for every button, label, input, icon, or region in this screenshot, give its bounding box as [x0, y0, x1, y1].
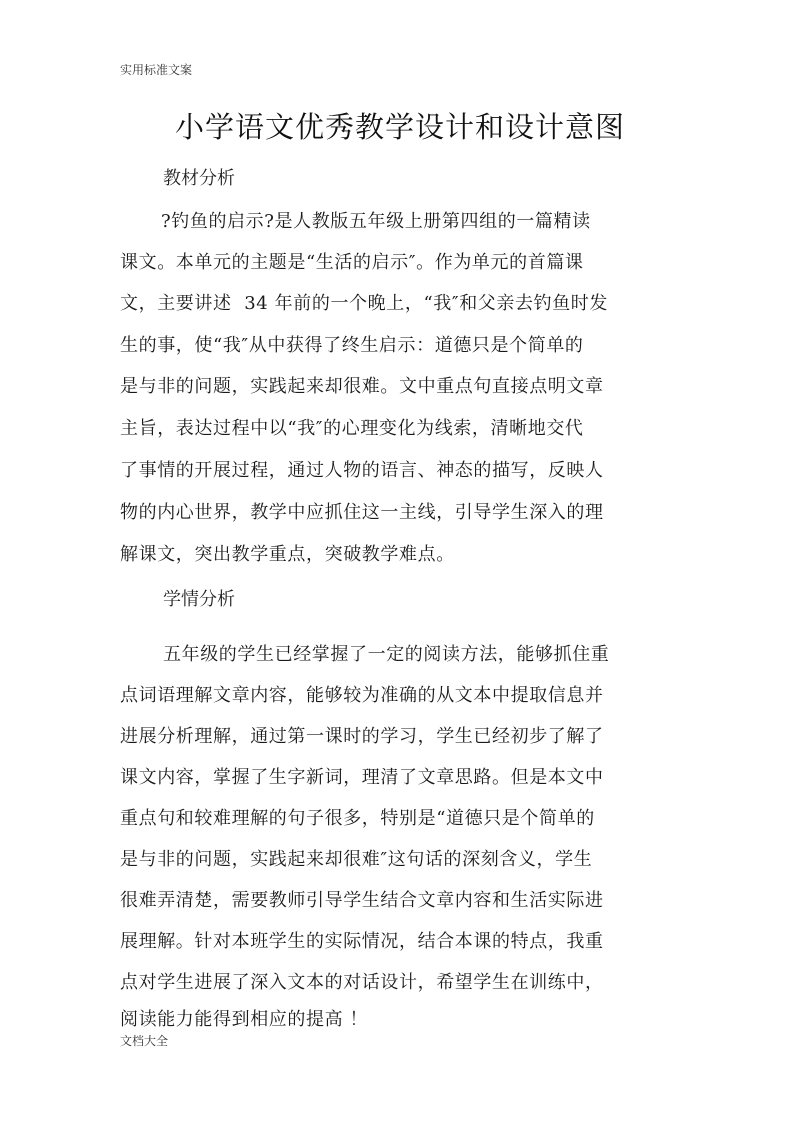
- paragraph-line: 课文。本单元的主题是“生活的启示″。作为单元的首篇课: [120, 252, 584, 273]
- paragraph-line: 课文内容，掌握了生字新词，理清了文章思路。但是本文中: [120, 767, 604, 788]
- paragraph-line: 了事情的开展过程，通过人物的语言、神态的描写，反映人: [120, 460, 604, 481]
- paragraph-line: 点词语理解文章内容，能够较为准确的从文本中提取信息并: [120, 685, 604, 706]
- paragraph-line: 解课文，突出教学重点，突破教学难点。: [120, 544, 455, 565]
- paragraph-line: ?钓鱼的启示?是人教版五年级上册第四组的一篇精读: [161, 211, 591, 232]
- document-title: 小学语文优秀教学设计和设计意图: [174, 110, 625, 144]
- paragraph-line: 点对学生进展了深入文本的对话设计，希望学生在训练中，: [120, 972, 604, 993]
- page-header: 实用标准文案: [120, 63, 193, 77]
- paragraph-line: 文，主要讲述 34 年前的一个晚上，“我″和父亲去钓鱼时发: [120, 293, 608, 314]
- paragraph-line: 很难弄清楚，需要教师引导学生结合文章内容和生活实际进: [120, 890, 604, 911]
- section-heading-textbook-analysis: 教材分析: [163, 168, 235, 189]
- paragraph-line: 五年级的学生已经掌握了一定的阅读方法，能够抓住重: [163, 644, 610, 665]
- paragraph-line: 重点句和较难理解的句子很多，特别是“道德只是个简单的: [120, 808, 595, 829]
- paragraph-line: 物的内心世界，教学中应抓住这一主线，引导学生深入的理: [120, 502, 604, 523]
- paragraph-line: 是与非的问题，实践起来却很难。文中重点句直接点明文章: [120, 376, 604, 397]
- paragraph-line: 展理解。针对本班学生的实际情况，结合本课的特点，我重: [120, 931, 604, 952]
- paragraph-line: 阅读能力能得到相应的提高 ！: [120, 1009, 369, 1030]
- paragraph-line: 主旨，表达过程中以“我″的心理变化为线索，清晰地交代: [120, 418, 584, 439]
- paragraph-line: 进展分析理解，通过第一课时的学习，学生已经初步了解了: [120, 726, 604, 747]
- paragraph-line: 是与非的问题，实践起来却很难″这句话的深刻含义，学生: [120, 849, 593, 870]
- page-footer: 文档大全: [120, 1034, 169, 1048]
- section-heading-student-analysis: 学情分析: [163, 589, 235, 610]
- paragraph-line: 生的事，使“我″从中获得了终生启示：道德只是个简单的: [120, 335, 584, 356]
